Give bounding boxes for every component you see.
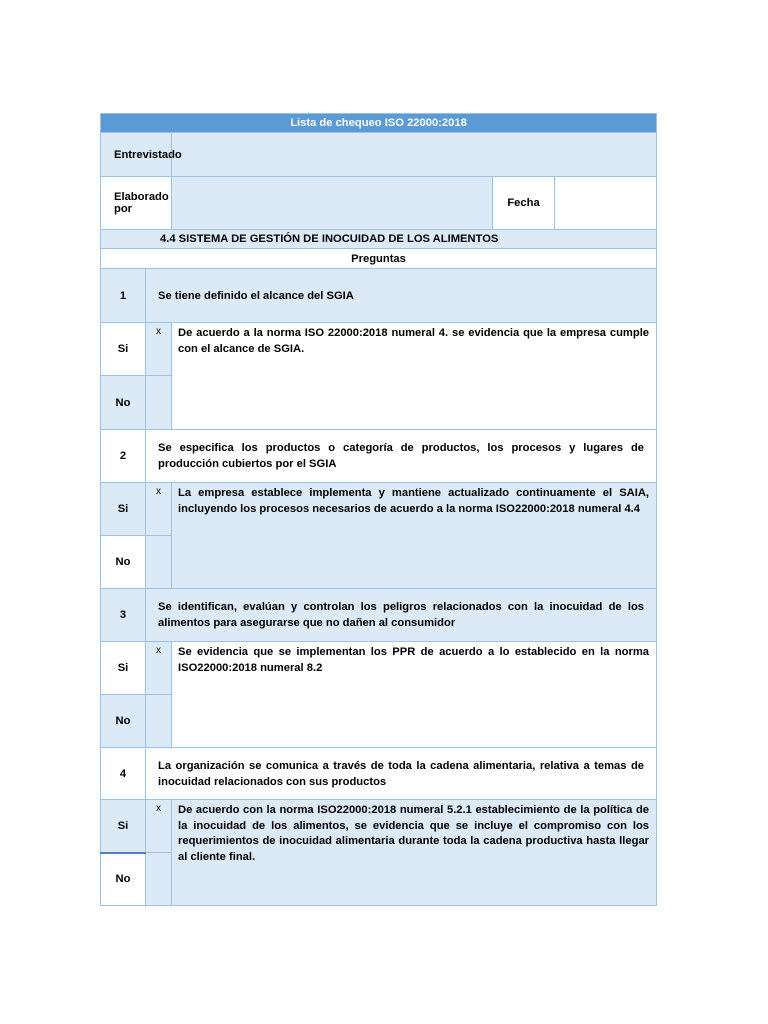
no-label: No xyxy=(101,376,146,430)
question-text: Se identifican, evalúan y controlan los peligros relacionados con la inocuidad de los alimentos para asegurarse que no dañen al consumidor xyxy=(146,589,657,642)
interviewee-label: Entrevistado xyxy=(101,133,172,177)
question-text: Se tiene definido el alcance del SGIA xyxy=(146,269,657,323)
yes-label: Si xyxy=(101,483,146,536)
no-label: No xyxy=(101,536,146,589)
section-title: 4.4 SISTEMA DE GESTIÓN DE INOCUIDAD DE LOS ALIMENTOS xyxy=(101,230,657,249)
yes-mark[interactable]: x xyxy=(146,483,172,536)
no-mark[interactable] xyxy=(146,376,172,430)
checklist-table xyxy=(100,113,657,906)
question-text: La organización se comunica a través de toda la cadena alimentaria, relativa a temas de inocuidad relacionados con sus productos xyxy=(146,748,657,800)
yes-mark[interactable]: x xyxy=(146,323,172,376)
yes-label: Si xyxy=(101,323,146,376)
answer-text: La empresa establece implementa y mantiene actualizado continuamente el SAIA, incluyendo los procesos necesarios de acuerdo a la norma ISO22000:2018 numeral 4.4 xyxy=(172,483,657,589)
yes-label: Si xyxy=(101,800,146,853)
yes-label: Si xyxy=(101,642,146,695)
no-mark[interactable] xyxy=(146,853,172,906)
no-mark[interactable] xyxy=(146,536,172,589)
yes-mark[interactable]: x xyxy=(146,800,172,853)
question-number: 2 xyxy=(101,430,146,483)
date-field[interactable] xyxy=(555,177,657,230)
no-label: No xyxy=(101,695,146,748)
answer-text: De acuerdo a la norma ISO 22000:2018 numeral 4. se evidencia que la empresa cumple con el alcance de SGIA. xyxy=(172,323,657,430)
prepared-by-label: Elaborado por xyxy=(101,177,172,230)
interviewee-field[interactable] xyxy=(172,133,657,177)
checklist-title: Lista de chequeo ISO 22000:2018 xyxy=(101,114,657,133)
question-number: 3 xyxy=(101,589,146,642)
yes-mark[interactable]: x xyxy=(146,642,172,695)
prepared-by-field[interactable] xyxy=(172,177,493,230)
no-mark[interactable] xyxy=(146,695,172,748)
questions-header: Preguntas xyxy=(101,249,657,269)
date-label: Fecha xyxy=(493,177,555,230)
no-label: No xyxy=(101,853,146,906)
answer-text: Se evidencia que se implementan los PPR de acuerdo a lo establecido en la norma ISO22000:2018 numeral 8.2 xyxy=(172,642,657,748)
question-text: Se especifica los productos o categoría de productos, los procesos y lugares de producción cubiertos por el SGIA xyxy=(146,430,657,483)
answer-text: De acuerdo con la norma ISO22000:2018 numeral 5.2.1 establecimiento de la política de la inocuidad de los alimentos, se evidencia que se incluye el compromiso con los requerimientos de inocuidad alimentaria durante toda la cadena productiva hasta llegar al cliente final. xyxy=(172,800,657,906)
question-number: 1 xyxy=(101,269,146,323)
question-number: 4 xyxy=(101,748,146,800)
